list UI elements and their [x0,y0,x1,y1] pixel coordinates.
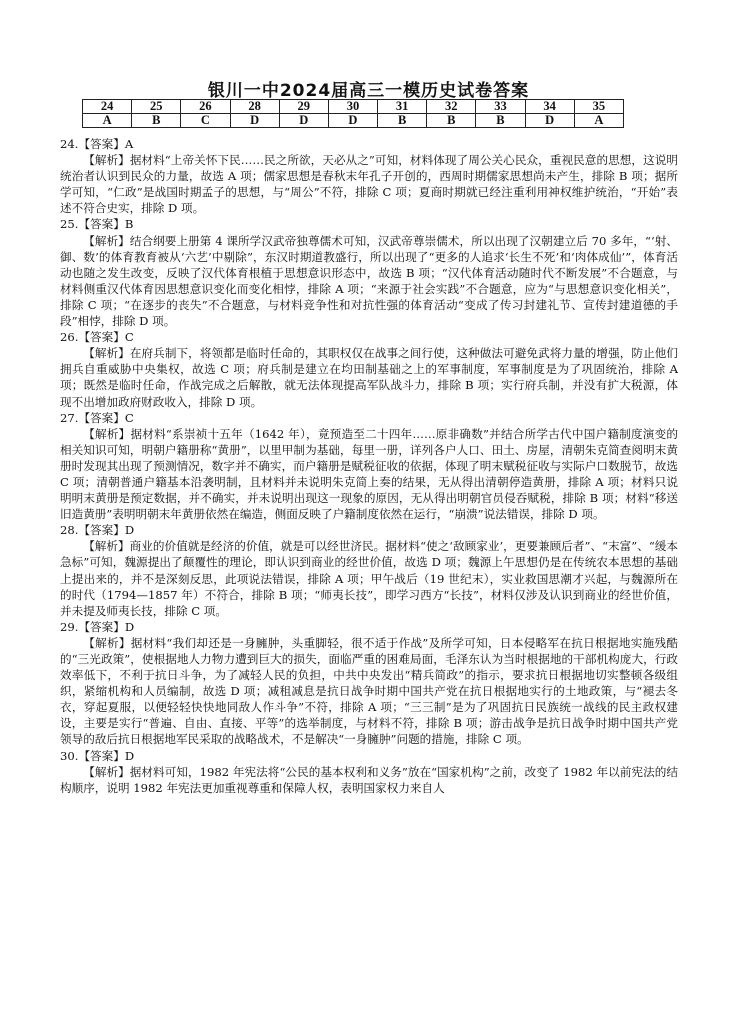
question-number: 31 [378,100,427,114]
answer-letter: B [476,114,525,128]
explanation-paragraph: 【解析】结合纲要上册第 4 课所学汉武帝独尊儒术可知，汉武帝尊崇儒术，所以出现了汉朝建立后 70 多年，“‘射、御、数’的体育教育被从‘六艺’中剔除”，东汉时期道教盛行，所以出现了“更多的人追求‘长生不死’和‘肉体成仙’”，体育活动也随之发生改变，反映了汉代体育根植于思想意识形态中，故选 B 项；“汉代体育活动随时代不断发展”不合题意，与材料侧重汉代体育因思想意识变化而变化相悖，排除 A 项；“来源于社会实践”不合题意，应为“与思想意识变化相关”，排除 C 项；“在逐步的丧失”不合题意，与材料竞争性和对抗性强的体育活动“变成了传习封建礼节、宣传封建道德的手段”相悖，排除 D 项。 [60,233,678,329]
question-number: 35 [574,100,623,114]
question-number: 34 [525,100,574,114]
explanation-paragraph: 【解析】据材料“上帝关怀下民……民之所欲，天必从之”可知，材料体现了周公关心民众，重视民意的思想，这说明统治者认识到民众的力量，故选 A 项；儒家思想是春秋末年孔子开创的，西周时期儒家思想尚未产生，排除 B 项；据所学可知，“仁政”是战国时期孟子的思想，与“周公”不符，排除 C 项；夏商时期就已经注重利用神权维护统治，“开始”表述不符合史实，排除 D 项。 [60,153,678,216]
question-number: 28 [230,100,279,114]
explanation-paragraph: 【解析】据材料“我们却还是一身臃肿，头重脚轻，很不适于作战”及所学可知，日本侵略军在抗日根据地实施残酷的“三光政策”，使根据地人力物力遭到巨大的损失，面临严重的困难局面，毛泽东认为当时根据地的干部机构庞大，行政效率低下，不利于抗日斗争，为了减轻人民的负担，中共中央发出“精兵简政”的指示，要求抗日根据地切实整顿各级组织，紧缩机构和人员编制，故选 D 项；减租减息是抗日战争时期中国共产党在抗日根据地实行的土地政策，与“褪去冬衣，穿起夏服，以便轻轻快快地同敌人作斗争”不符，排除 A 项；“三三制”是为了巩固抗日民族统一战线的民主政权建设，主要是实行“普遍、自由、直接、平等”的选举制度，与材料不符，排除 B 项；游击战争是抗日战争时期中国共产党领导的敌后抗日根据地军民采取的战略战术，不是解决“一身臃肿”问题的措施，排除 C 项。 [60,635,678,747]
answer-line: 25.【答案】B [60,217,134,232]
answer-line: 29.【答案】D [60,619,135,634]
explanation-paragraph: 【解析】在府兵制下，将领都是临时任命的，其职权仅在战事之间行使，这种做法可避免武将力量的增强，防止他们拥兵自重威胁中央集权，故选 C 项；府兵制是建立在均田制基础之上的军事制度，军事制度是为了巩固统治，排除 A 项；既然是临时任命，作战完成之后解散，就无法体现提高军队战斗力，排除 B 项；实行府兵制，并没有扩大税源，体现不出增加政府财政收入，排除 D 项。 [60,346,678,409]
question-number: 32 [427,100,476,114]
answer-explanations [60,136,678,796]
answer-table-answer-row [83,114,624,128]
answer-line: 30.【答案】D [60,748,135,763]
explanation-paragraph: 【解析】据材料“系崇祯十五年（1642 年），竟预造至二十四年……原非确数”并结合所学古代中国户籍制度演变的相关知识可知，明朝户籍册称“黄册”，以里甲制为基础，每里一册，详列各户人口、田土、房屋，清朝朱克简查阅明末黄册时发现其出现了预测情况，数字并不确实，而户籍册是赋税征收的依据，体现了明末赋税征收与实际户口数脱节，故选 C 项；清朝普通户籍基本沿袭明制，且材料并未说明朱克简上奏的结果，无从得出清朝停造黄册，排除 A 项；材料只说明明末黄册是预定数据，并不确实，并未说明出现这一现象的原因，无从得出明朝官员侵吞赋税，排除 B 项；材料“移送旧造黄册”表明明朝末年黄册依然在编造，侧面反映了户籍制度依然在运行，“崩溃”说法错误，排除 D 项。 [60,426,678,522]
answer-letter: A [83,114,132,128]
answer-letter: D [279,114,328,128]
answer-letter: D [525,114,574,128]
answer-table-question-row [83,100,624,114]
answer-letter: C [181,114,230,128]
question-number: 33 [476,100,525,114]
answer-letter: D [230,114,279,128]
answer-letter: A [574,114,623,128]
answer-line: 24.【答案】A [60,137,134,151]
explanation-paragraph: 【解析】商业的价值就是经济的价值，就是可以经世济民。据材料“使之‘敌顾家业’，更要兼顾后者”、“末富”、“缓本急标”可知，魏源提出了颠覆性的理论，即认识到商业的经世价值，故选 D 项；魏源上午思想仍是在传统农本思想的基础上提出来的，并不是深刻反思，此项说法错误，排除 A 项；甲午战后（19 世纪末），实业救国思潮才兴起，与魏源所在的时代（1794—1857 年）不符合，排除 B 项；“师夷长技”，即学习西方“长技”，材料仅涉及认识到商业的经世价值，并未提及师夷长技，排除 C 项。 [60,539,678,618]
answer-table [82,99,624,128]
question-number: 24 [83,100,132,114]
answer-letter: B [427,114,476,128]
explanation-paragraph: 【解析】据材料可知，1982 年宪法将“公民的基本权利和义务”放在“国家机构”之前，改变了 1982 年以前宪法的结构顺序，说明 1982 年宪法更加重视尊重和保障人权，表明国家权力来自人 [60,764,678,795]
question-number: 26 [181,100,230,114]
page-title: 银川一中2024届高三一模历史试卷答案 [207,81,530,101]
answer-line: 27.【答案】C [60,410,134,425]
answer-letter: D [328,114,377,128]
answer-letter: B [378,114,427,128]
answer-line: 26.【答案】C [60,330,134,345]
question-number: 30 [328,100,377,114]
question-number: 29 [279,100,328,114]
question-number: 25 [132,100,181,114]
answer-line: 28.【答案】D [60,523,135,538]
answer-letter: B [132,114,181,128]
